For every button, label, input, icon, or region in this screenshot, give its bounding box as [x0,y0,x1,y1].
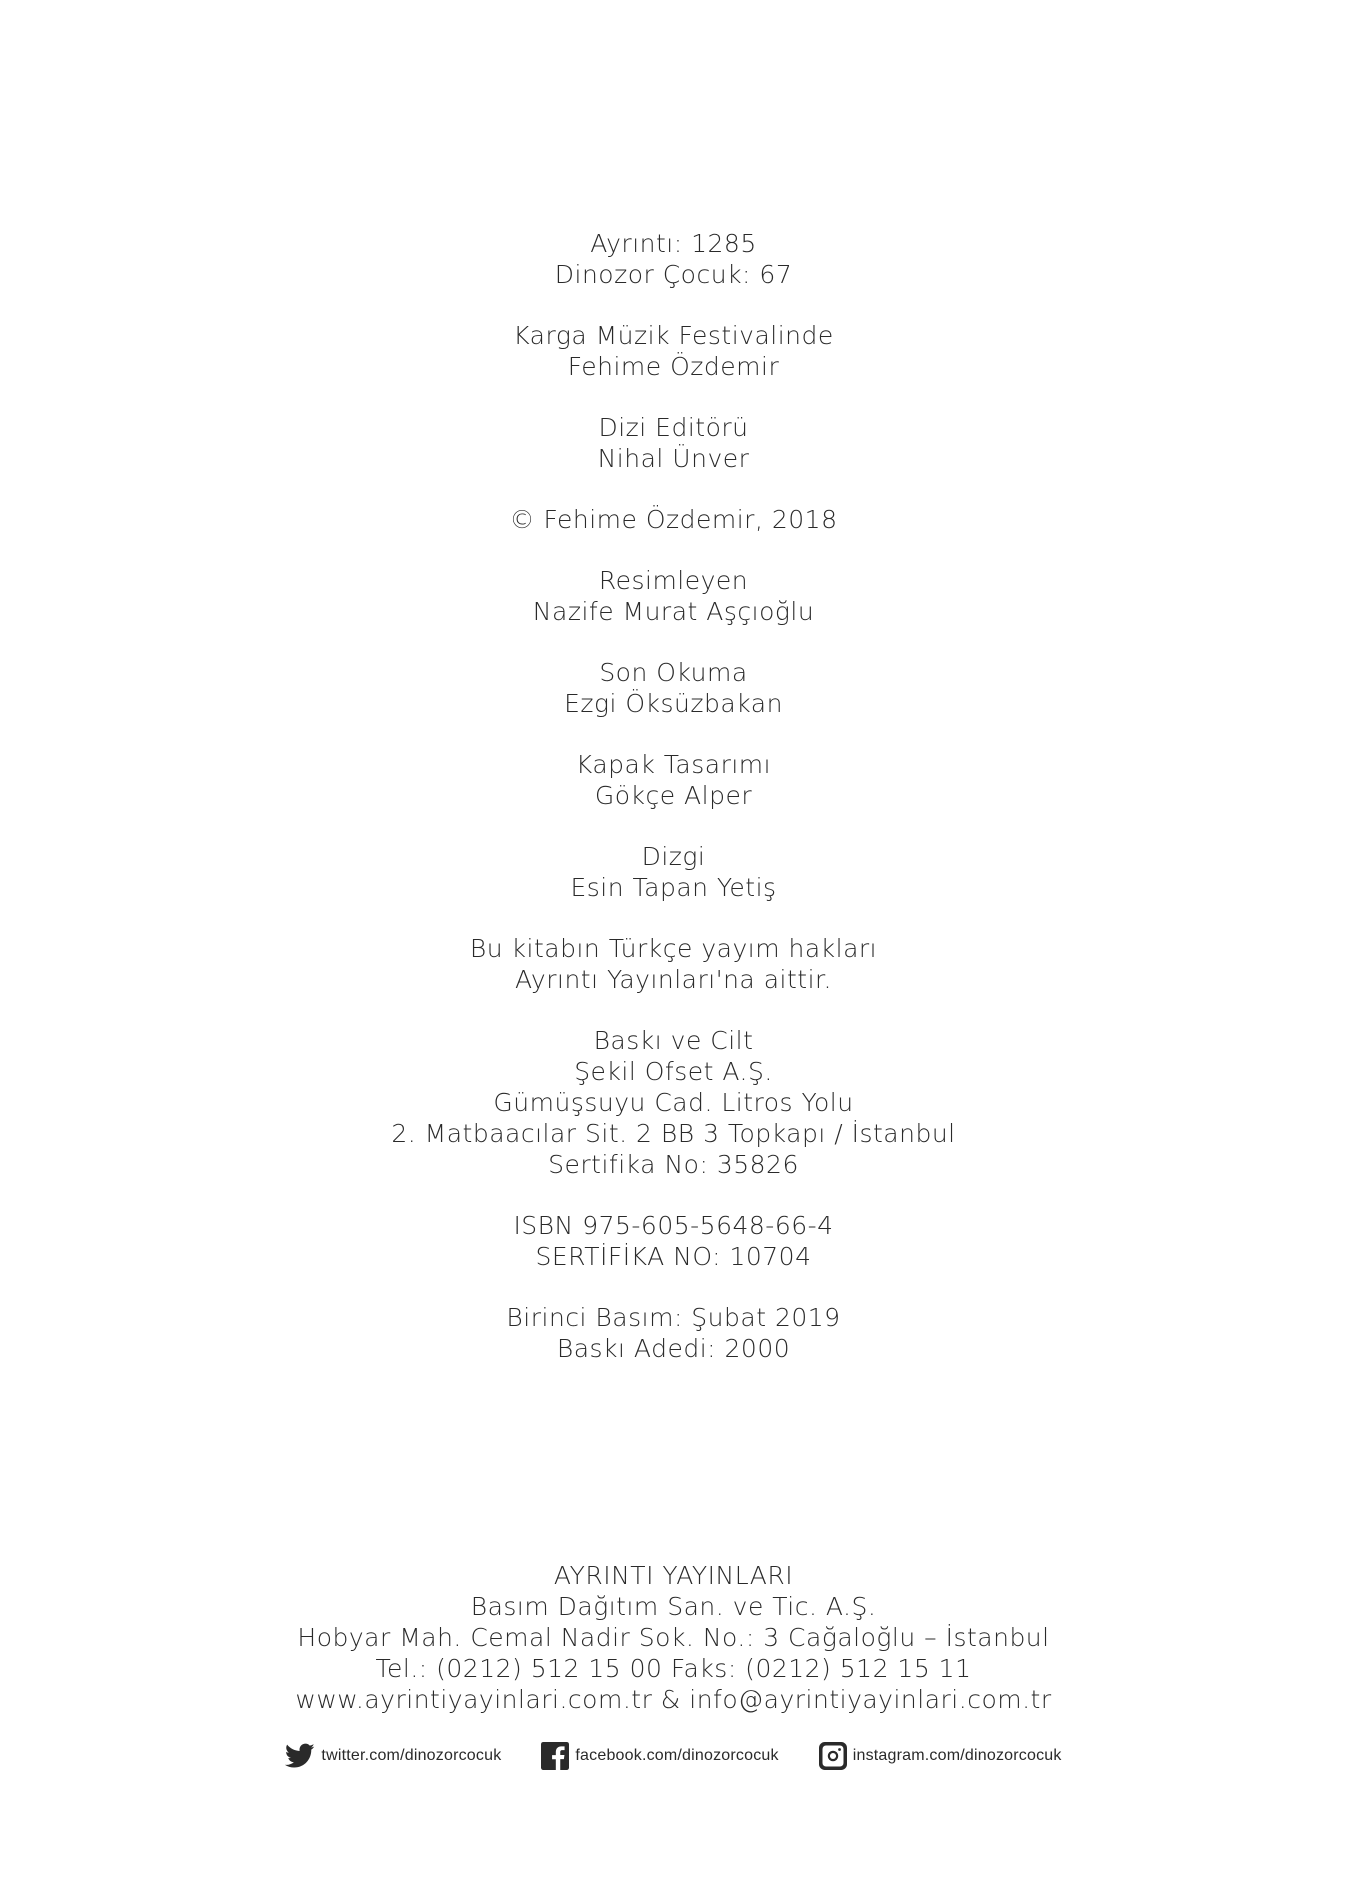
printer-name: Şekil Ofset A.Ş. [574,1057,773,1086]
typesetting-label: Dizgi [641,842,706,871]
book-title: Karga Müzik Festivalinde [513,321,834,350]
illustrator-block [0,565,1347,627]
printer-address-2: 2. Matbaacılar Sit. 2 BB 3 Topkapı / İstanbul [391,1119,956,1148]
book-author: Fehime Özdemir [567,352,780,381]
publisher-info [0,1560,1347,1715]
printing-block [0,1025,1347,1180]
proofreading-name: Ezgi Öksüzbakan [564,689,783,718]
rights-line-1: Bu kitabın Türkçe yayım hakları [469,934,878,963]
colophon [0,228,1347,1394]
sub-series-number: Dinozor Çocuk: 67 [554,260,793,289]
printer-address-1: Gümüşsuyu Cad. Litros Yolu [493,1088,854,1117]
facebook-handle: facebook.com/dinozorcocuk [575,1747,779,1764]
facebook-icon [541,1742,569,1770]
instagram-icon [819,1742,847,1770]
twitter-handle: twitter.com/dinozorcocuk [321,1747,502,1764]
series-editor-name: Nihal Ünver [597,444,750,473]
social-links [0,1742,1347,1770]
cover-design-block [0,749,1347,811]
book-title-block [0,320,1347,382]
typesetting-name: Esin Tapan Yetiş [570,873,777,902]
first-edition: Birinci Basım: Şubat 2019 [506,1303,841,1332]
series-info [0,228,1347,290]
printer-certificate: Sertifika No: 35826 [548,1150,799,1179]
publisher-address: Hobyar Mah. Cemal Nadir Sok. No.: 3 Cağaloğlu – İstanbul [297,1623,1050,1652]
isbn-block [0,1210,1347,1272]
twitter-link[interactable] [285,1743,501,1769]
illustrator-name: Nazife Murat Aşçıoğlu [532,597,815,626]
rights-line-2: Ayrıntı Yayınları'na aittir. [515,965,832,994]
illustrator-label: Resimleyen [598,566,749,595]
proofreading-block [0,657,1347,719]
edition-block [0,1302,1347,1364]
cover-design-label: Kapak Tasarımı [575,750,772,779]
publisher-web: www.ayrintiyayinlari.com.tr & info@ayrintiyayinlari.com.tr [295,1685,1052,1714]
isbn: ISBN 975-605-5648-66-4 [513,1211,834,1240]
publisher-name: AYRINTI YAYINLARI [553,1561,794,1590]
facebook-link[interactable] [541,1742,778,1770]
series-editor-block [0,412,1347,474]
printing-label: Baskı ve Cilt [593,1026,754,1055]
publisher-certificate: SERTİFİKA NO: 10704 [535,1242,812,1271]
publisher-company: Basım Dağıtım San. ve Tic. A.Ş. [470,1592,877,1621]
instagram-handle: instagram.com/dinozorcocuk [852,1747,1062,1764]
series-number: Ayrıntı: 1285 [590,229,757,258]
series-editor-label: Dizi Editörü [598,413,749,442]
twitter-icon [285,1743,315,1769]
instagram-link[interactable] [819,1742,1062,1770]
copyright-block [0,504,1347,535]
rights-block [0,933,1347,995]
typesetting-block [0,841,1347,903]
cover-design-name: Gökçe Alper [594,781,753,810]
publisher-phone: Tel.: (0212) 512 15 00 Faks: (0212) 512 15 11 [375,1654,972,1683]
copyright-notice: © Fehime Özdemir, 2018 [509,505,838,534]
print-run: Baskı Adedi: 2000 [556,1334,791,1363]
proofreading-label: Son Okuma [599,658,748,687]
